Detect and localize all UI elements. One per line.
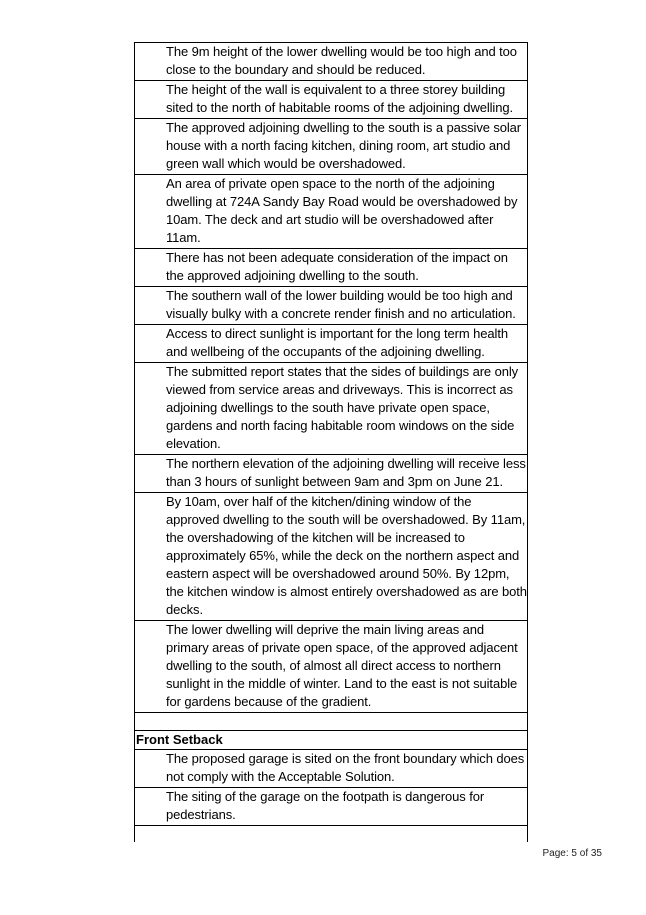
table-row — [135, 249, 528, 287]
table-row — [135, 43, 528, 81]
blank-cell — [135, 713, 528, 731]
table-row — [135, 363, 528, 455]
table-row — [135, 493, 528, 621]
blank-row — [135, 713, 528, 731]
row-text: The submitted report states that the sides of buildings are only viewed from service areas and driveways. This is incorrect as adjoining dwellings to the south have private open space, gardens and north facing habitable room windows on the side elevation. — [166, 364, 519, 451]
row-text: The proposed garage is sited on the front boundary which does not comply with the Acceptable Solution. — [166, 751, 525, 784]
blank-row — [135, 826, 528, 843]
table-row — [135, 81, 528, 119]
row-text: The height of the wall is equivalent to a three storey building sited to the north of habitable rooms of the adjoining dwelling. — [166, 82, 513, 115]
row-text: The siting of the garage on the footpath is dangerous for pedestrians. — [166, 789, 485, 822]
row-text: Access to direct sunlight is important for the long term health and wellbeing of the occupants of the adjoining dwelling. — [166, 326, 508, 359]
row-text: The lower dwelling will deprive the main living areas and primary areas of private open space, of the approved adjacent dwelling to the south, of almost all direct access to northern sunlight in the middle of winter. Land to the east is not suitable for gardens because of the gradient. — [166, 622, 518, 709]
row-text: By 10am, over half of the kitchen/dining window of the approved dwelling to the south will be overshadowed. By 11am, the overshadowing of the kitchen will be increased to approximately 65%, while the deck on the northern aspect and eastern aspect will be overshadowed around 50%. By 12pm, the kitchen window is almost entirely overshadowed as are both decks. — [166, 494, 527, 617]
row-text: An area of private open space to the north of the adjoining dwelling at 724A Sandy Bay Road would be overshadowed by 10am. The deck and art studio will be overshadowed after 11am. — [166, 176, 518, 245]
row-text: The approved adjoining dwelling to the south is a passive solar house with a north facing kitchen, dining room, art studio and green wall which would be overshadowed. — [166, 120, 522, 171]
row-text: There has not been adequate consideration of the impact on the approved adjoining dwelling to the south. — [166, 250, 508, 283]
section-heading: Front Setback — [136, 732, 223, 747]
table-row — [135, 287, 528, 325]
table-row — [135, 119, 528, 175]
table-row — [135, 750, 528, 788]
table-row — [135, 621, 528, 713]
page-number: Page: 5 of 35 — [542, 848, 602, 859]
row-text: The northern elevation of the adjoining dwelling will receive less than 3 hours of sunlight between 9am and 3pm on June 21. — [166, 456, 526, 489]
table-row — [135, 175, 528, 249]
row-text: The southern wall of the lower building would be too high and visually bulky with a concrete render finish and no articulation. — [166, 288, 516, 321]
blank-cell — [135, 826, 528, 843]
representations-table — [134, 42, 528, 842]
table-row — [135, 325, 528, 363]
table-row — [135, 455, 528, 493]
row-text: The 9m height of the lower dwelling would be too high and too close to the boundary and should be reduced. — [166, 44, 517, 77]
table-row — [135, 788, 528, 826]
section-heading-row — [135, 731, 528, 750]
